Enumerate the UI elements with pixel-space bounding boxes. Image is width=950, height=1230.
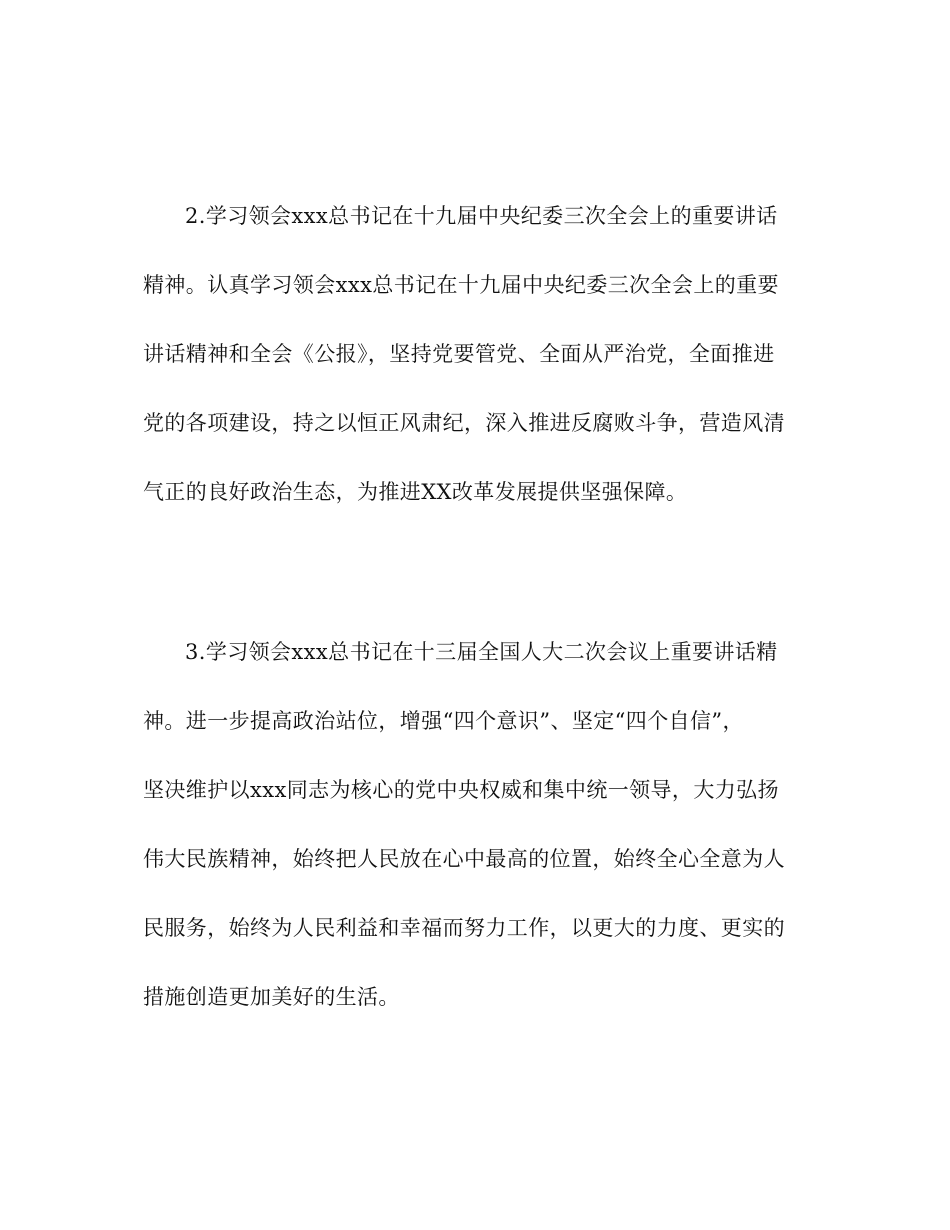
paragraph-line: 神。进一步提高政治站位，增强“四个意识”、坚定“四个自信”， (143, 709, 744, 733)
paragraph-line: 讲话精神和全会《公报》，坚持党要管党、全面从严治党，全面推进 (143, 342, 775, 366)
paragraph-item-2 (143, 182, 797, 527)
paragraph-line: 伟大民族精神，始终把人民放在心中最高的位置，始终全心全意为人 (143, 847, 785, 871)
paragraph-line: 党的各项建设，持之以恒正风肃纪，深入推进反腐败斗争，营造风清 (143, 411, 785, 435)
paragraph-line: 2.学习领会xxx总书记在十九届中央纪委三次全会上的重要讲话 (185, 204, 778, 228)
paragraph-line: 民服务，始终为人民利益和幸福而努力工作，以更大的力度、更实的 (143, 916, 785, 940)
paragraph-item-3 (143, 618, 797, 1032)
paragraph-line: 措施创造更加美好的生活。 (143, 985, 400, 1009)
paragraph-line: 3.学习领会xxx总书记在十三届全国人大二次会议上重要讲话精 (185, 640, 778, 664)
paragraph-line: 坚决维护以xxx同志为核心的党中央权威和集中统一领导，大力弘扬 (143, 778, 779, 802)
paragraph-line: 气正的良好政治生态，为推进XX改革发展提供坚强保障。 (143, 480, 688, 504)
paragraph-line: 精神。认真学习领会xxx总书记在十九届中央纪委三次全会上的重要 (143, 273, 779, 297)
